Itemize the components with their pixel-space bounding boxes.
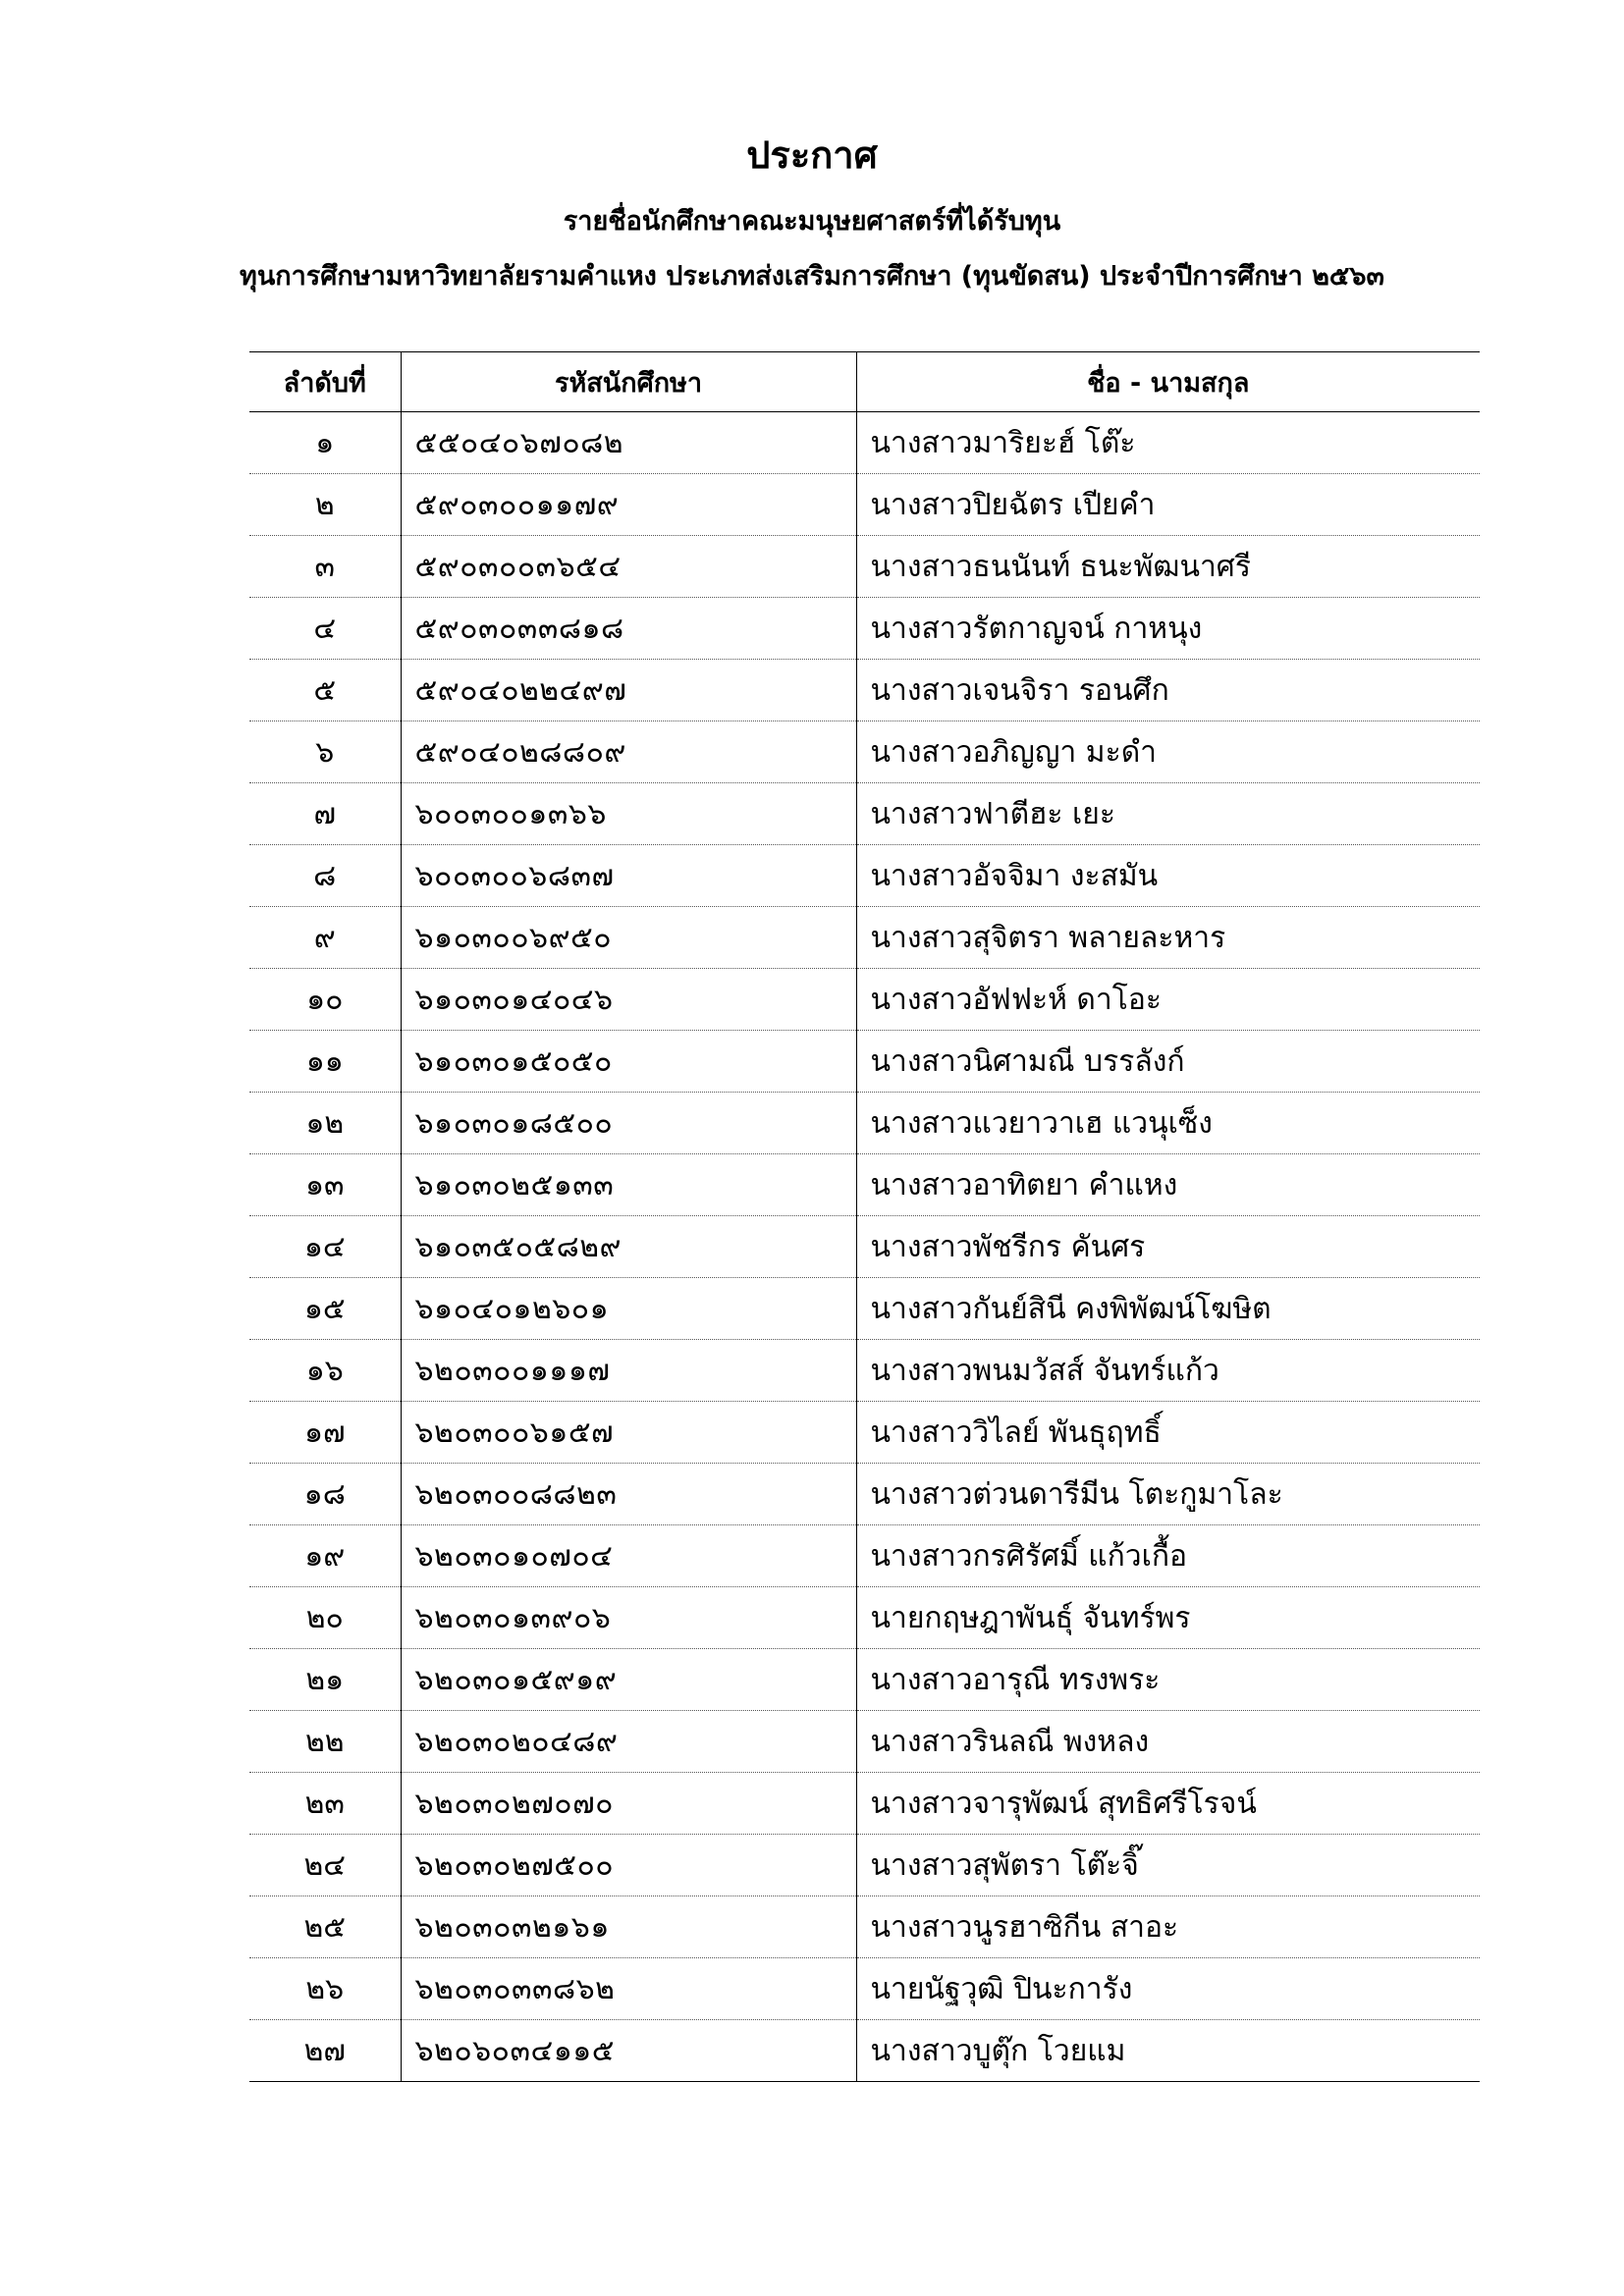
table-body <box>249 412 1480 2082</box>
table-row <box>249 1216 1480 1278</box>
table-row <box>249 1649 1480 1711</box>
table-row <box>249 1773 1480 1835</box>
student-id: ๖๒๐๓๐๐๖๑๕๗ <box>401 1402 856 1464</box>
row-number: ๙ <box>249 907 401 969</box>
student-name: นางสาวมาริยะฮ์ โต๊ะ <box>856 412 1480 474</box>
table-row <box>249 1958 1480 2020</box>
row-number: ๑ <box>249 412 401 474</box>
row-number: ๒๓ <box>249 1773 401 1835</box>
student-id: ๖๒๐๓๐๑๓๙๐๖ <box>401 1587 856 1649</box>
row-number: ๒๐ <box>249 1587 401 1649</box>
table-row <box>249 660 1480 721</box>
row-number: ๑๖ <box>249 1340 401 1402</box>
student-name: นางสาวรัตกาญจน์ กาหนุง <box>856 598 1480 660</box>
student-id: ๖๒๐๓๐๐๘๘๒๓ <box>401 1464 856 1525</box>
student-name: นางสาวต่วนดารีมีน โตะกูมาโละ <box>856 1464 1480 1525</box>
student-name: นางสาวพนมวัสส์ จันทร์แก้ว <box>856 1340 1480 1402</box>
student-name: นางสาวสุพัตรา โต๊ะจิ๊ <box>856 1835 1480 1896</box>
student-name: นางสาวกรศิรัศมิ์ แก้วเกื้อ <box>856 1525 1480 1587</box>
student-name: นางสาวรินลณี พงหลง <box>856 1711 1480 1773</box>
table-row <box>249 1464 1480 1525</box>
student-name: นางสาวสุจิตรา พลายละหาร <box>856 907 1480 969</box>
row-number: ๒๗ <box>249 2020 401 2082</box>
row-number: ๖ <box>249 721 401 783</box>
student-id: ๖๑๐๓๐๑๔๐๔๖ <box>401 969 856 1031</box>
student-id: ๖๒๐๓๐๒๗๕๐๐ <box>401 1835 856 1896</box>
table-row <box>249 1278 1480 1340</box>
table-row <box>249 1154 1480 1216</box>
student-id: ๕๕๐๔๐๖๗๐๘๒ <box>401 412 856 474</box>
table-row <box>249 536 1480 598</box>
student-id: ๖๒๐๓๐๒๗๐๗๐ <box>401 1773 856 1835</box>
row-number: ๒๖ <box>249 1958 401 2020</box>
student-id: ๖๒๐๓๐๒๐๔๘๙ <box>401 1711 856 1773</box>
student-name: นางสาวบูตุ๊ก โวยแม <box>856 2020 1480 2082</box>
student-name: นายกฤษฎาพันธุ์ จันทร์พร <box>856 1587 1480 1649</box>
page-subtitle: รายชื่อนักศึกษาคณะมนุษยศาสตร์ที่ได้รับทุน <box>563 206 1061 237</box>
student-id: ๖๑๐๓๐๐๖๙๕๐ <box>401 907 856 969</box>
row-number: ๒ <box>249 474 401 536</box>
row-number: ๑๔ <box>249 1216 401 1278</box>
row-number: ๒๒ <box>249 1711 401 1773</box>
table-row <box>249 1896 1480 1958</box>
student-name: นางสาวปิยฉัตร เปียคำ <box>856 474 1480 536</box>
student-id: ๕๙๐๔๐๒๒๔๙๗ <box>401 660 856 721</box>
table-header-row <box>249 352 1480 412</box>
row-number: ๑๐ <box>249 969 401 1031</box>
table-row <box>249 1711 1480 1773</box>
student-id: ๕๙๐๓๐๐๑๑๗๙ <box>401 474 856 536</box>
table-row <box>249 2020 1480 2082</box>
student-id: ๖๑๐๓๐๑๘๕๐๐ <box>401 1093 856 1154</box>
table-row <box>249 1402 1480 1464</box>
row-number: ๑๕ <box>249 1278 401 1340</box>
table-row <box>249 1031 1480 1093</box>
table-row <box>249 1835 1480 1896</box>
row-number: ๔ <box>249 598 401 660</box>
row-number: ๗ <box>249 783 401 845</box>
student-id: ๖๐๐๓๐๐๖๘๓๗ <box>401 845 856 907</box>
student-id: ๖๒๐๓๐๐๑๑๑๗ <box>401 1340 856 1402</box>
student-id: ๖๐๐๓๐๐๑๓๖๖ <box>401 783 856 845</box>
student-name: นางสาวอารุณี ทรงพระ <box>856 1649 1480 1711</box>
row-number: ๒๑ <box>249 1649 401 1711</box>
student-name: นางสาวพัชรีกร คันศร <box>856 1216 1480 1278</box>
student-name: นางสาวนิศามณี บรรลังก์ <box>856 1031 1480 1093</box>
column-header-student-id: รหัสนักศึกษา <box>401 352 856 412</box>
row-number: ๑๑ <box>249 1031 401 1093</box>
student-list-table <box>249 351 1480 2082</box>
student-name: นายนัฐวุฒิ ปินะการัง <box>856 1958 1480 2020</box>
student-name: นางสาวจารุพัฒน์ สุทธิศรีโรจน์ <box>856 1773 1480 1835</box>
table-row <box>249 969 1480 1031</box>
student-id: ๖๒๐๓๐๓๓๘๖๒ <box>401 1958 856 2020</box>
table-row <box>249 1093 1480 1154</box>
student-id: ๕๙๐๓๐๐๓๖๕๔ <box>401 536 856 598</box>
table-row <box>249 474 1480 536</box>
table-row <box>249 1587 1480 1649</box>
row-number: ๕ <box>249 660 401 721</box>
row-number: ๒๔ <box>249 1835 401 1896</box>
student-name: นางสาวอภิญญา มะดำ <box>856 721 1480 783</box>
student-name: นางสาวนูรฮาซิกีน สาอะ <box>856 1896 1480 1958</box>
student-name: นางสาวอัฟฟะห์ ดาโอะ <box>856 969 1480 1031</box>
row-number: ๒๕ <box>249 1896 401 1958</box>
row-number: ๘ <box>249 845 401 907</box>
student-name: นางสาวอัจจิมา งะสมัน <box>856 845 1480 907</box>
table-row <box>249 1340 1480 1402</box>
table-row <box>249 907 1480 969</box>
student-name: นางสาววิไลย์ พันธุฤทธิ์ <box>856 1402 1480 1464</box>
student-name: นางสาวเจนจิรา รอนศึก <box>856 660 1480 721</box>
student-id: ๕๙๐๔๐๒๘๘๐๙ <box>401 721 856 783</box>
scholarship-description: ทุนการศึกษามหาวิทยาลัยรามคำแหง ประเภทส่งเสริมการศึกษา (ทุนขัดสน) ประจำปีการศึกษา ๒๕๖๓ <box>240 261 1384 292</box>
row-number: ๑๒ <box>249 1093 401 1154</box>
row-number: ๑๙ <box>249 1525 401 1587</box>
row-number: ๑๓ <box>249 1154 401 1216</box>
column-header-number: ลำดับที่ <box>249 352 401 412</box>
student-id: ๖๑๐๓๕๐๕๘๒๙ <box>401 1216 856 1278</box>
student-id: ๖๑๐๓๐๒๕๑๓๓ <box>401 1154 856 1216</box>
student-name: นางสาวแวยาวาเฮ แวนุเซ็ง <box>856 1093 1480 1154</box>
student-id: ๖๒๐๓๐๓๒๑๖๑ <box>401 1896 856 1958</box>
row-number: ๓ <box>249 536 401 598</box>
student-id: ๖๒๐๓๐๑๐๗๐๔ <box>401 1525 856 1587</box>
page-title: ประกาศ <box>746 133 878 177</box>
table-row <box>249 721 1480 783</box>
row-number: ๑๗ <box>249 1402 401 1464</box>
student-id: ๖๒๐๖๐๓๔๑๑๕ <box>401 2020 856 2082</box>
student-id: ๖๑๐๔๐๑๒๖๐๑ <box>401 1278 856 1340</box>
table-row <box>249 783 1480 845</box>
row-number: ๑๘ <box>249 1464 401 1525</box>
table-row <box>249 412 1480 474</box>
student-name: นางสาวอาทิตยา คำแหง <box>856 1154 1480 1216</box>
table-row <box>249 1525 1480 1587</box>
student-id: ๖๑๐๓๐๑๕๐๕๐ <box>401 1031 856 1093</box>
student-id: ๖๒๐๓๐๑๕๙๑๙ <box>401 1649 856 1711</box>
student-name: นางสาวธนนันท์ ธนะพัฒนาศรี <box>856 536 1480 598</box>
student-name: นางสาวฟาตีฮะ เยะ <box>856 783 1480 845</box>
student-id: ๕๙๐๓๐๓๓๘๑๘ <box>401 598 856 660</box>
column-header-full-name: ชื่อ - นามสกุล <box>856 352 1480 412</box>
student-name: นางสาวกันย์สินี คงพิพัฒน์โฆษิต <box>856 1278 1480 1340</box>
table-row <box>249 598 1480 660</box>
table-row <box>249 845 1480 907</box>
